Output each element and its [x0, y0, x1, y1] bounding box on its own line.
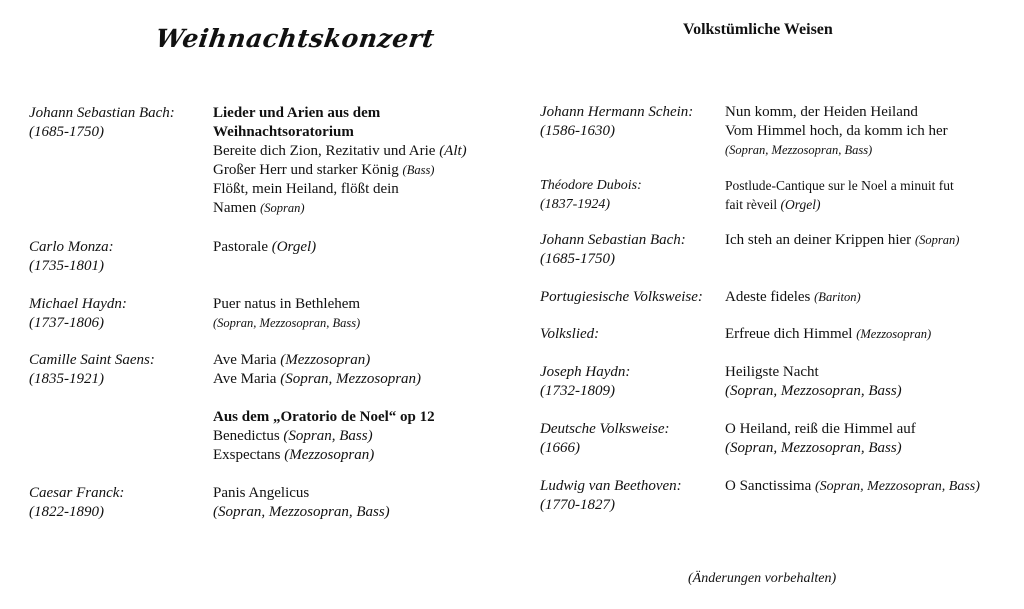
composer-name: Volkslied: — [540, 326, 600, 342]
composer-deutsche-volksweise — [540, 420, 670, 458]
composer-dates: (1770-1827) — [540, 497, 615, 513]
composer-dates: (1586-1630) — [540, 123, 615, 139]
work-title: O Sanctissima — [725, 478, 812, 494]
work-title: Vom Himmel hoch, da komm ich her — [725, 123, 948, 139]
works-beethoven — [725, 477, 980, 496]
composer-dates: (1735-1801) — [29, 258, 104, 274]
voice-label: (Sopran, Mezzosopran, Bass) — [815, 479, 980, 494]
work-title: Flößt, mein Heiland, flößt dein — [213, 181, 399, 197]
work-title: Ich steh an deiner Krippen hier — [725, 232, 912, 248]
voice-label: (Sopran, Mezzosopran, Bass) — [213, 504, 390, 520]
work-title: Großer Herr und starker König — [213, 162, 399, 178]
works-portugiesische — [725, 288, 861, 307]
composer-monza — [29, 238, 114, 276]
work-title: Adeste fideles — [725, 289, 811, 305]
work-title: fait rèveil — [725, 197, 778, 212]
work-title: Benedictus — [213, 428, 280, 444]
works-saint-saens — [213, 351, 421, 389]
voice-label: (Sopran, Mezzosopran, Bass) — [725, 143, 873, 157]
work-title: Puer natus in Bethlehem — [213, 296, 361, 312]
composer-dates: (1835-1921) — [29, 371, 104, 387]
works-deutsche-volksweise — [725, 420, 916, 458]
works-bach — [213, 104, 467, 218]
composer-dates: (1732-1809) — [540, 383, 615, 399]
folk-section-title: Volkstümliche Weisen — [683, 21, 833, 38]
voice-label: (Mezzosopran) — [856, 327, 932, 341]
voice-label: (Orgel) — [780, 197, 821, 212]
works-monza — [213, 238, 316, 257]
voice-label: (Sopran, Mezzosopran, Bass) — [725, 440, 902, 456]
composer-dates: (1666) — [540, 440, 580, 456]
voice-label: (Bass) — [402, 163, 435, 177]
works-bach-right — [725, 231, 959, 250]
composer-schein — [540, 103, 693, 141]
composer-dates: (1737-1806) — [29, 315, 104, 331]
work-title: Panis Angelicus — [213, 485, 310, 501]
composer-name: Johann Sebastian Bach: — [540, 232, 686, 248]
work-title: O Heiland, reiß die Himmel auf — [725, 421, 916, 437]
voice-label: (Bariton) — [814, 290, 861, 304]
composer-franck — [29, 484, 124, 522]
composer-name: Portugiesische Volksweise: — [540, 289, 703, 305]
composer-dates: (1685-1750) — [540, 251, 615, 267]
voice-label: (Sopran) — [260, 201, 305, 215]
composer-portugiesische-volksweise — [540, 288, 703, 307]
work-title: Heiligste Nacht — [725, 364, 819, 380]
works-franck — [213, 484, 390, 522]
composer-bach-right — [540, 231, 686, 269]
composer-joseph-haydn — [540, 363, 630, 401]
works-schein — [725, 103, 948, 160]
work-heading: Aus dem „Oratorio de Noel“ op 12 — [213, 409, 435, 425]
work-heading: Weihnachtsoratorium — [213, 124, 354, 140]
works-michael-haydn — [213, 295, 360, 333]
composer-dates: (1837-1924) — [540, 197, 610, 212]
composer-name: Joseph Haydn: — [540, 364, 631, 380]
work-title: Postlude-Cantique sur le Noel a minuit fut — [725, 178, 954, 193]
composer-name: Caesar Franck: — [29, 485, 125, 501]
voice-label: (Sopran) — [914, 233, 960, 247]
work-title: Ave Maria — [213, 371, 277, 387]
voice-label: (Sopran, Mezzosopran) — [280, 371, 422, 387]
composer-name: Théodore Dubois: — [540, 178, 642, 193]
concert-title: Weihnachtskonzert — [153, 24, 437, 53]
voice-label: (Sopran, Mezzosopran, Bass) — [213, 316, 361, 330]
works-oratorio-de-noel — [213, 408, 435, 465]
work-title: Namen — [213, 200, 257, 216]
work-title: Pastorale — [213, 239, 268, 255]
voice-label: (Sopran, Bass) — [283, 428, 373, 444]
composer-name: Michael Haydn: — [29, 296, 127, 312]
composer-michael-haydn — [29, 295, 127, 333]
composer-bach — [29, 104, 175, 142]
composer-name: Deutsche Volksweise: — [540, 421, 670, 437]
composer-name: Camille Saint Saens: — [29, 352, 155, 368]
composer-name: Johann Sebastian Bach: — [29, 105, 175, 121]
voice-label: (Sopran, Mezzosopran, Bass) — [725, 383, 902, 399]
works-dubois — [725, 176, 954, 214]
footer-note: (Änderungen vorbehalten) — [688, 571, 837, 586]
composer-saint-saens — [29, 351, 155, 389]
composer-dubois — [540, 176, 642, 214]
work-title: Ave Maria — [213, 352, 277, 368]
work-heading: Lieder und Arien aus dem — [213, 105, 381, 121]
composer-dates: (1685-1750) — [29, 124, 104, 140]
works-joseph-haydn — [725, 363, 902, 401]
composer-name: Carlo Monza: — [29, 239, 114, 255]
work-title: Exspectans — [213, 447, 281, 463]
composer-name: Ludwig van Beethoven: — [540, 478, 682, 494]
work-title: Bereite dich Zion, Rezitativ und Arie — [213, 143, 436, 159]
work-title: Erfreue dich Himmel — [725, 326, 853, 342]
work-title: Nun komm, der Heiden Heiland — [725, 104, 918, 120]
voice-label: (Orgel) — [271, 239, 317, 255]
voice-label: (Mezzosopran) — [280, 352, 371, 368]
composer-beethoven — [540, 477, 682, 515]
composer-dates: (1822-1890) — [29, 504, 104, 520]
voice-label: (Mezzosopran) — [284, 447, 375, 463]
composer-volkslied — [540, 325, 599, 344]
works-volkslied — [725, 325, 931, 344]
voice-label: (Alt) — [439, 143, 467, 159]
composer-name: Johann Hermann Schein: — [540, 104, 694, 120]
